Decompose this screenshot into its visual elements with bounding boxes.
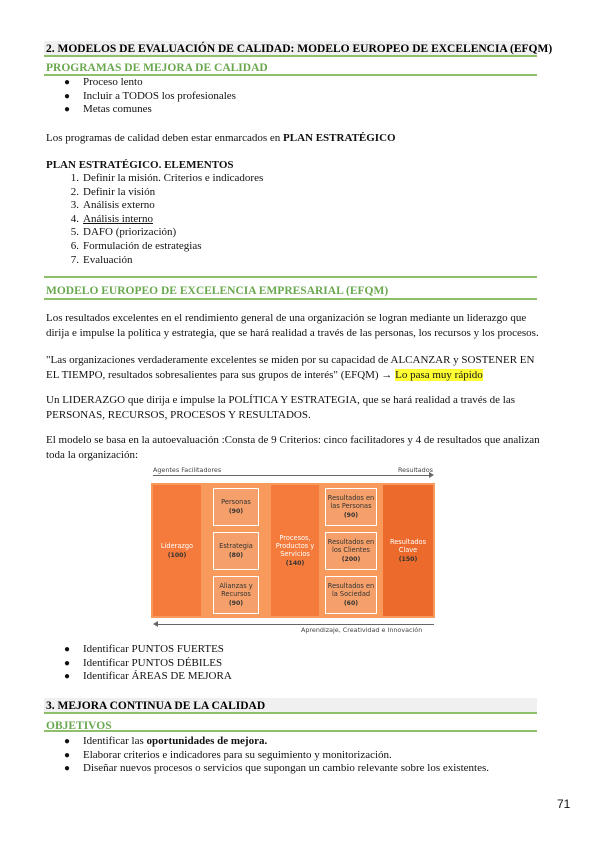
list-item: ● Incluir a TODOS los profesionales [64,89,236,102]
box-resultados-clientes: Resultados en los Clientes (200) [325,532,377,570]
paragraph-quote: "Las organizaciones verdaderamente excelentes se miden por su capacidad de ALCANZAR y SOSTENER EN EL TIEMPO, resultados sobresalientes para sus grupos de interés" (EFQM) → Lo pasa muy rápido [46,354,535,381]
list-item: 6. Formulación de estrategias [70,239,202,252]
plan-elements-heading: PLAN ESTRATÉGICO. ELEMENTOS [46,159,234,171]
identify-bullet-list [64,643,232,684]
list-item: 7. Evaluación [70,253,133,266]
paragraph-results: Los resultados excelentes en el rendimiento general de una organización se logran mediante un liderazgo que dirija e impulse la política y estrategia, que se hará realidad a través de las personas, los recursos y los procesos. [46,312,539,339]
bottom-arrow-line [158,624,434,625]
box-liderazgo: Liderazgo (100) [153,485,201,616]
list-item: 2. Definir la visión [70,185,156,198]
page-number: 71 [557,797,571,811]
efqm-diagram [151,466,435,636]
efqm-heading: MODELO EUROPEO DE EXCELENCIA EMPRESARIAL (EFQM) [46,285,389,297]
section-2-heading: 2. MODELOS DE EVALUACIÓN DE CALIDAD: MODELO EUROPEO DE EXCELENCIA (EFQM) [46,43,553,55]
programs-heading: PROGRAMAS DE MEJORA DE CALIDAD [46,62,268,74]
section-3-heading: 3. MEJORA CONTINUA DE LA CALIDAD [44,698,537,714]
list-item: 3. Análisis externo [70,199,155,212]
programs-bullet-list [64,76,236,117]
list-item: ● Identificar las oportunidades de mejora. [64,735,268,747]
list-item: 5. DAFO (priorización) [70,226,177,239]
list-item: 4. Análisis interno [70,212,153,225]
box-estrategia: Estrategia (80) [213,532,259,570]
box-personas: Personas (90) [213,488,259,526]
box-alianzas: Alianzas y Recursos (90) [213,576,259,614]
objectives-heading-rule [44,715,537,732]
results-label: Resultados [398,466,433,474]
objectives-bullet-list [64,735,489,776]
list-item: ● Identificar PUNTOS DÉBILES [64,656,223,669]
list-item: ● Metas comunes [64,103,152,116]
list-item: 1. Definir la misión. Criterios e indicadores [70,172,264,184]
list-item: ● Elaborar criterios e indicadores para su seguimiento y monitorización. [64,748,392,761]
plan-elements-list [70,172,264,267]
box-resultados-sociedad: Resultados en la Sociedad (60) [325,576,377,614]
list-item: ● Diseñar nuevos procesos o servicios que supongan un cambio relevante sobre los existentes. [64,762,489,775]
facilitators-label: Agentes Facilitadores [153,466,222,474]
box-procesos: Procesos, Productos y Servicios (140) [271,485,319,616]
list-item: ● Identificar ÁREAS DE MEJORA [64,670,232,683]
highlighted-note: Lo pasa muy rápido [395,368,483,381]
top-arrow-line [153,475,429,476]
learning-label: Aprendizaje, Creatividad e Innovación [301,626,423,634]
box-resultados-clave: Resultados Clave (150) [383,485,433,616]
paragraph-leadership: Un LIDERAZGO que dirija e impulse la POLÍTICA Y ESTRATEGIA, que se hará realidad a través de las PERSONAS, RECURSOS, PROCESOS Y RESULTADOS. [46,394,516,421]
list-item: ● Identificar PUNTOS FUERTES [64,643,224,655]
list-item: ● Proceso lento [64,76,143,88]
paragraph-model: El modelo se basa en la autoevaluación :Consta de 9 Criterios: cinco facilitadores y 4 de resultados que analizan toda la organización: [46,434,540,461]
plan-sentence: Los programas de calidad deben estar enmarcados en PLAN ESTRATÉGICO [46,132,396,144]
top-arrow-head [429,472,434,478]
objectives-heading: OBJETIVOS [46,720,112,732]
box-resultados-personas: Resultados en las Personas (90) [325,488,377,526]
